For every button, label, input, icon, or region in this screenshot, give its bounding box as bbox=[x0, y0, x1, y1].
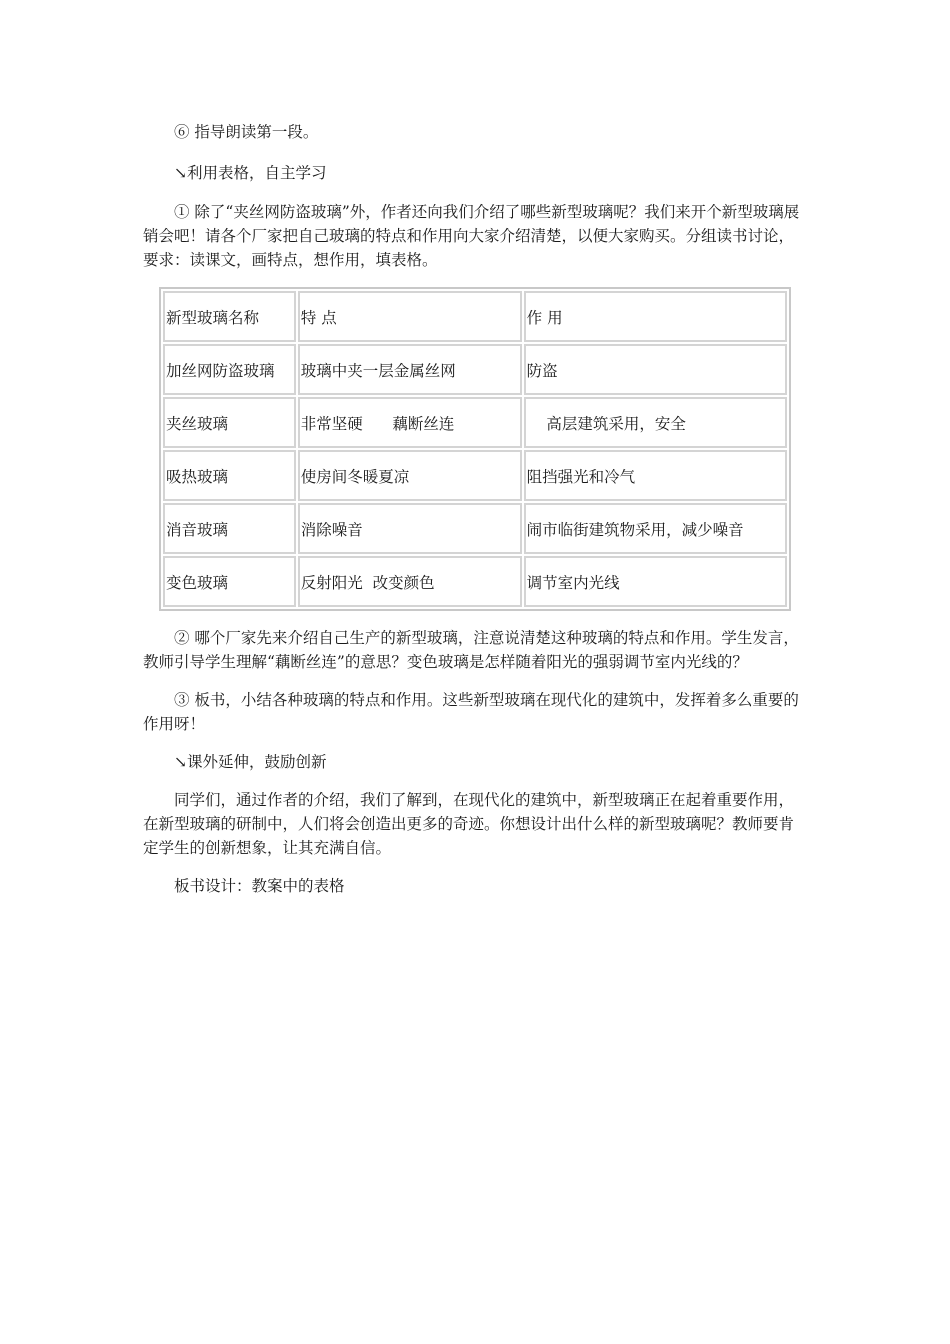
table-cell: 变色玻璃 bbox=[163, 556, 296, 607]
section-heading-self-study: ↘利用表格，自主学习 bbox=[174, 164, 327, 182]
table-cell: 闹市临街建筑物采用，减少噪音 bbox=[524, 503, 787, 554]
paragraph-summary: ③ 板书，小结各种玻璃的特点和作用。这些新型玻璃在现代化的建筑中，发挥着多么重要的作用呀！ bbox=[143, 691, 799, 733]
table-cell: 阻挡强光和冷气 bbox=[524, 450, 787, 501]
table-row bbox=[163, 397, 787, 448]
table-row bbox=[163, 503, 787, 554]
table-row bbox=[163, 344, 787, 395]
table-row bbox=[163, 556, 787, 607]
table-header-row bbox=[163, 291, 787, 342]
table-cell: 夹丝玻璃 bbox=[163, 397, 296, 448]
table-cell: 调节室内光线 bbox=[524, 556, 787, 607]
paragraph-guided-reading: ⑥ 指导朗读第一段。 bbox=[174, 123, 319, 141]
table-cell: 消音玻璃 bbox=[163, 503, 296, 554]
table-cell: 加丝网防盗玻璃 bbox=[163, 344, 296, 395]
table-row bbox=[163, 450, 787, 501]
paragraph-board-design: 板书设计：教案中的表格 bbox=[174, 877, 345, 895]
document-page bbox=[143, 120, 809, 898]
table-header-cell: 特 点 bbox=[298, 291, 522, 342]
section-heading-extension: ↘课外延伸，鼓励创新 bbox=[174, 753, 327, 771]
table-cell: 使房间冬暖夏凉 bbox=[298, 450, 522, 501]
table-cell: 玻璃中夹一层金属丝网 bbox=[298, 344, 522, 395]
table-cell: 吸热玻璃 bbox=[163, 450, 296, 501]
paragraph-glass-expo: ① 除了“夹丝网防盗玻璃”外，作者还向我们介绍了哪些新型玻璃呢？我们来开个新型玻璃展销会吧！请各个厂家把自己玻璃的特点和作用向大家介绍清楚，以便大家购买。分组读书讨论，要求：读课文，画特点，想作用，填表格。 bbox=[143, 203, 800, 269]
table-cell: 高层建筑采用，安全 bbox=[524, 397, 787, 448]
glass-table bbox=[159, 287, 791, 611]
table-header-cell: 作 用 bbox=[524, 291, 787, 342]
table-cell: 反射阳光 改变颜色 bbox=[298, 556, 522, 607]
table-cell: 防盗 bbox=[524, 344, 787, 395]
paragraph-introduce-glass: ② 哪个厂家先来介绍自己生产的新型玻璃，注意说清楚这种玻璃的特点和作用。学生发言，教师引导学生理解“藕断丝连”的意思？变色玻璃是怎样随着阳光的强弱调节室内光线的？ bbox=[143, 629, 799, 671]
table-header-cell: 新型玻璃名称 bbox=[163, 291, 296, 342]
table-cell: 消除噪音 bbox=[298, 503, 522, 554]
table-cell: 非常坚硬 藕断丝连 bbox=[298, 397, 522, 448]
paragraph-innovation: 同学们，通过作者的介绍，我们了解到，在现代化的建筑中，新型玻璃正在起着重要作用，在新型玻璃的研制中，人们将会创造出更多的奇迹。你想设计出什么样的新型玻璃呢？教师要肯定学生的创新想象，让其充满自信。 bbox=[143, 791, 795, 857]
